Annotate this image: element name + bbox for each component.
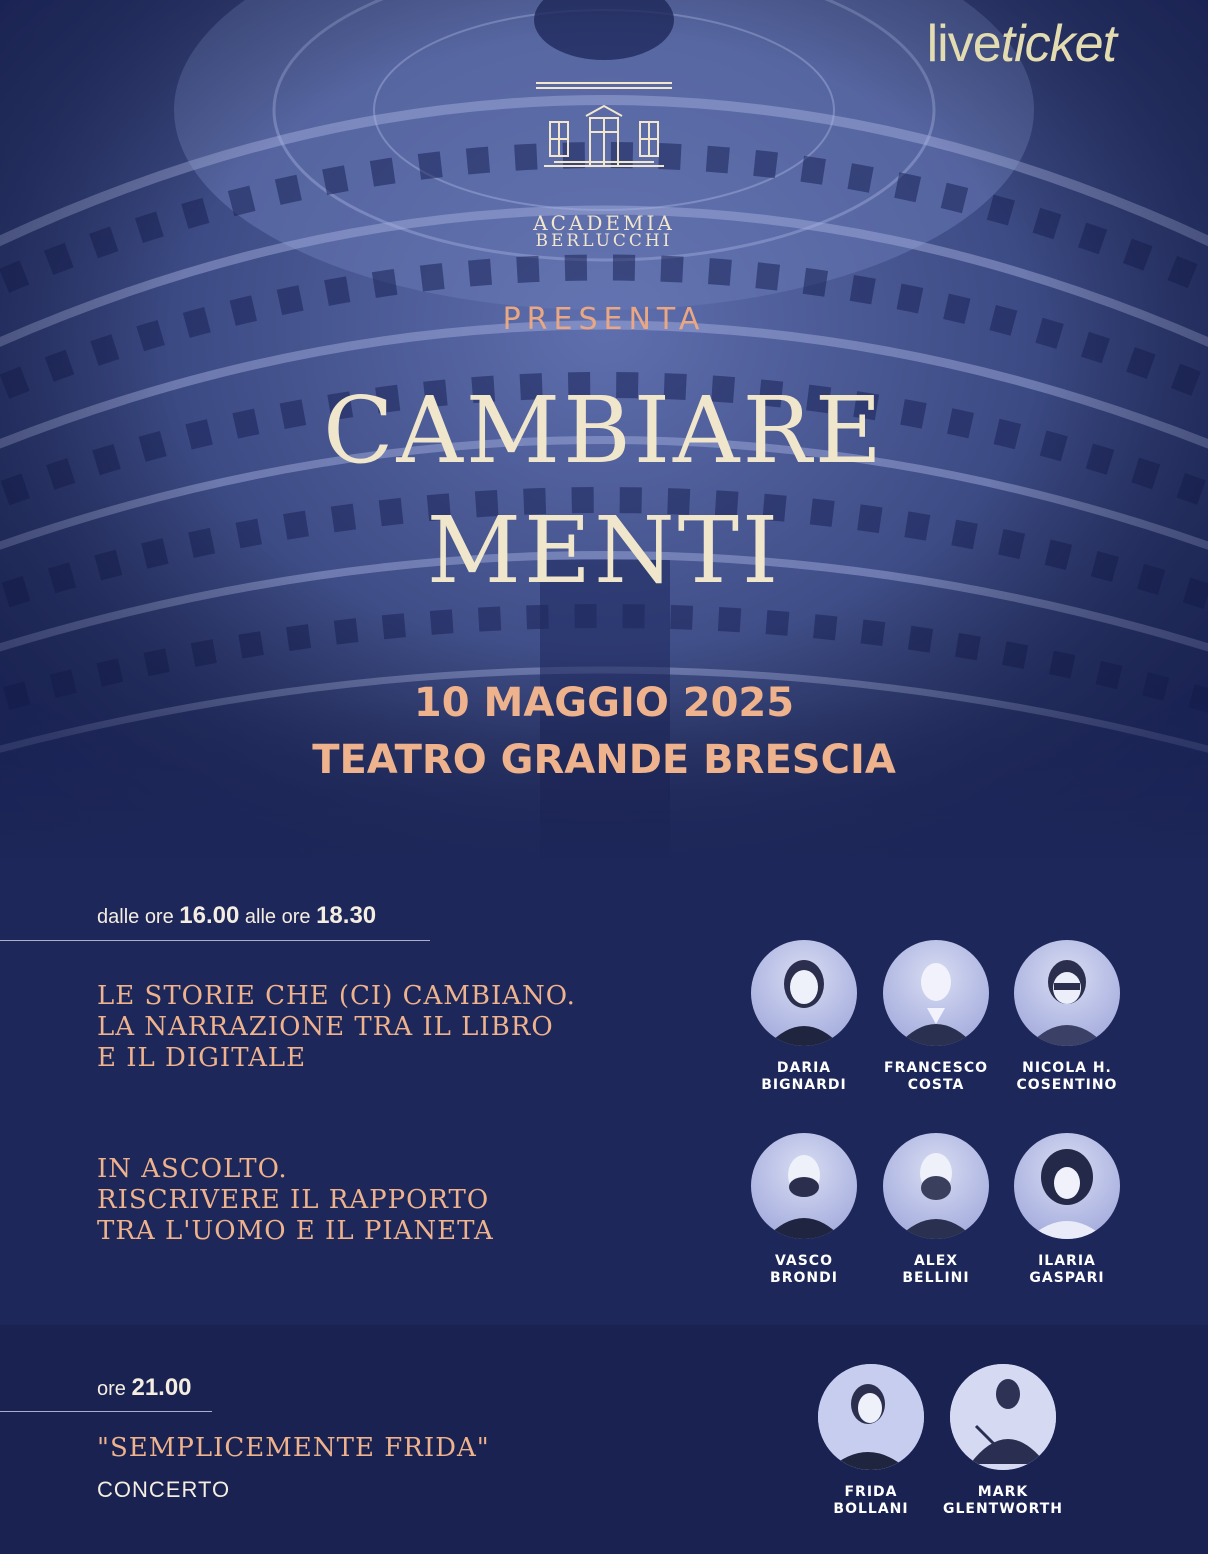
speaker-first-name: FRANCESCO bbox=[884, 1060, 988, 1076]
speaker-first-name: MARK bbox=[977, 1484, 1029, 1500]
talk-title-line: LE STORIE CHE (CI) CAMBIANO. bbox=[97, 981, 576, 1011]
speaker-photo bbox=[818, 1364, 924, 1470]
speaker-photo bbox=[1014, 940, 1120, 1046]
event-title-line2: MENTI bbox=[426, 497, 782, 604]
divider bbox=[0, 940, 430, 941]
academy-name-line2: BERLUCCHI bbox=[535, 231, 673, 251]
academia-building-icon bbox=[534, 80, 674, 170]
speaker-photo bbox=[1014, 1133, 1120, 1239]
speaker-photo bbox=[883, 940, 989, 1046]
talk-title-line: E IL DIGITALE bbox=[97, 1043, 307, 1073]
talk-title-line: RISCRIVERE IL RAPPORTO bbox=[97, 1185, 490, 1215]
speaker-first-name: NICOLA H. bbox=[1022, 1060, 1112, 1076]
concert-subtitle: CONCERTO bbox=[97, 1477, 231, 1502]
speaker-card bbox=[806, 1364, 936, 1518]
event-venue: TEATRO GRANDE BRESCIA bbox=[312, 737, 896, 783]
speaker-card bbox=[739, 1133, 869, 1287]
time-prefix: ore bbox=[97, 1378, 126, 1400]
event-title-line1: CAMBIARE bbox=[323, 377, 885, 484]
talk-title bbox=[97, 1154, 494, 1247]
speaker-last-name: BOLLANI bbox=[833, 1501, 909, 1517]
speaker-card bbox=[871, 1133, 1001, 1287]
evening-time bbox=[97, 1374, 192, 1402]
time-start: 21.00 bbox=[131, 1374, 192, 1401]
speaker-photo bbox=[751, 1133, 857, 1239]
event-date: 10 MAGGIO 2025 bbox=[413, 680, 795, 726]
speaker-first-name: ILARIA bbox=[1038, 1253, 1096, 1269]
speaker-last-name: BRONDI bbox=[770, 1270, 838, 1286]
speaker-first-name: VASCO bbox=[775, 1253, 833, 1269]
speaker-last-name: GASPARI bbox=[1029, 1270, 1105, 1286]
time-end: 18.30 bbox=[316, 902, 377, 929]
speaker-last-name: BELLINI bbox=[902, 1270, 970, 1286]
talk-title-line: LA NARRAZIONE TRA IL LIBRO bbox=[97, 1012, 554, 1042]
talk-title-line: TRA L'UOMO E IL PIANETA bbox=[97, 1216, 494, 1246]
speaker-card bbox=[739, 940, 869, 1094]
time-prefix: dalle ore bbox=[97, 906, 174, 928]
speaker-last-name: GLENTWORTH bbox=[942, 1501, 1063, 1517]
speaker-card bbox=[1002, 1133, 1132, 1287]
time-start: 16.00 bbox=[179, 902, 240, 929]
speaker-photo bbox=[751, 940, 857, 1046]
brand-prefix: live bbox=[926, 15, 1001, 73]
speaker-last-name: COSENTINO bbox=[1016, 1077, 1118, 1093]
afternoon-time bbox=[97, 902, 376, 930]
speaker-last-name: COSTA bbox=[907, 1077, 965, 1093]
brand-suffix: ticket bbox=[1000, 15, 1116, 73]
liveticket-logo bbox=[927, 14, 1116, 74]
divider bbox=[0, 1411, 212, 1412]
speaker-card bbox=[871, 940, 1001, 1094]
presenta-label: PRESENTA bbox=[502, 302, 706, 337]
time-mid: alle ore bbox=[244, 906, 311, 928]
speaker-first-name: DARIA bbox=[776, 1060, 832, 1076]
concert-title: "SEMPLICEMENTE FRIDA" bbox=[97, 1433, 490, 1463]
speaker-card bbox=[938, 1364, 1068, 1518]
speaker-card bbox=[1002, 940, 1132, 1094]
speaker-last-name: BIGNARDI bbox=[761, 1077, 847, 1093]
speaker-first-name: ALEX bbox=[913, 1253, 959, 1269]
speaker-photo bbox=[950, 1364, 1056, 1470]
academy-name-line1: ACADEMIA bbox=[533, 211, 675, 235]
talk-title bbox=[97, 981, 576, 1074]
speaker-first-name: FRIDA bbox=[844, 1484, 898, 1500]
speaker-photo bbox=[883, 1133, 989, 1239]
talk-title-line: IN ASCOLTO. bbox=[97, 1154, 288, 1184]
